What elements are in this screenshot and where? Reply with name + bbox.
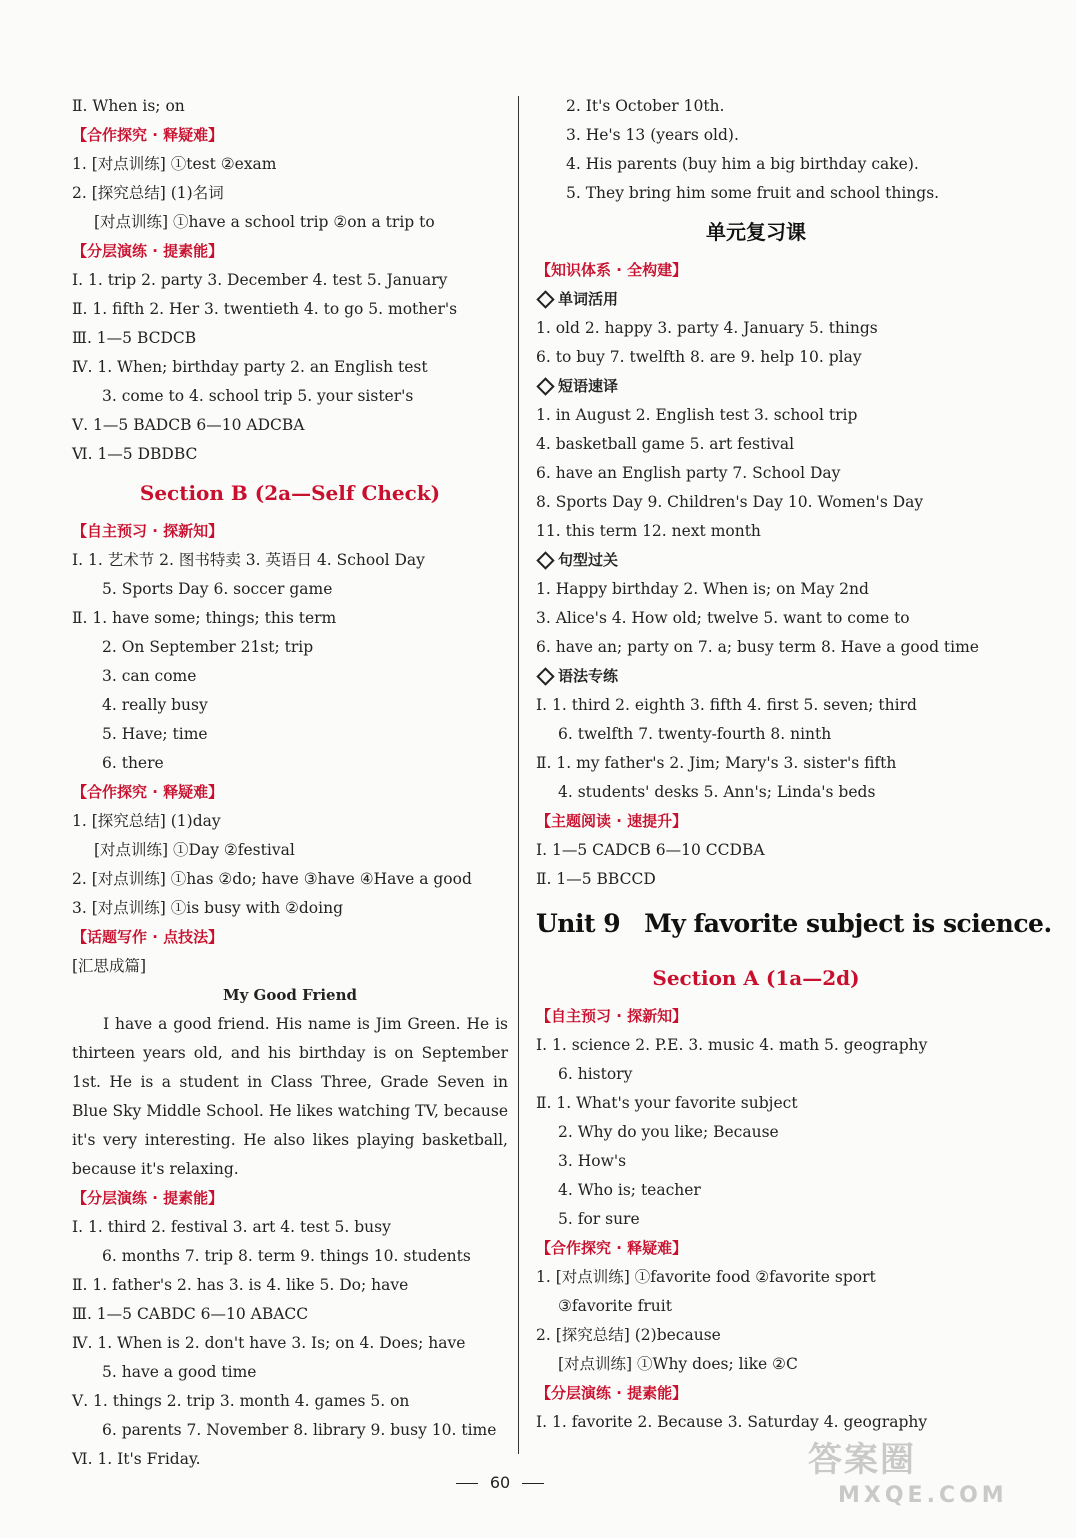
page-number: 60 [489,1473,511,1492]
unit-number: Unit 9 [536,909,621,938]
section-header: 【主题阅读 · 速提升】 [536,812,688,830]
answer-line: 3. [对点训练] ①is busy with ②doing [72,899,343,917]
review-title: 单元复习课 [706,220,806,244]
answer-line: Ⅰ. 1. 艺术节 2. 图书特卖 3. 英语日 4. School Day [72,551,425,569]
answer-line: 1. [探究总结] (1)day [72,812,221,830]
answer-line: ③favorite fruit [558,1297,672,1315]
answer-line: 4. really busy [102,696,208,714]
subsection-label [536,285,976,314]
answer-line: 6. have an English party 7. School Day [536,464,841,482]
answer-line: 6. history [558,1065,633,1083]
section-header: 【自主预习 · 探新知】 [536,1007,688,1025]
answer-line: 5. Have; time [102,725,208,743]
subsection-label [536,372,976,401]
answer-line: 3. can come [102,667,197,685]
diamond-icon [536,667,554,685]
answer-line: Ⅱ. When is; on [72,97,185,115]
section-header: 【分层演练 · 提素能】 [536,1384,688,1402]
answer-line: Ⅴ. 1—5 BADCB 6—10 ADCBA [72,416,305,434]
answer-line: 4. Who is; teacher [558,1181,701,1199]
watermark-en: MXQE.COM [838,1483,1008,1508]
answer-line: 3. How's [558,1152,627,1170]
section-title: Section A (1a—2d) [652,966,860,990]
answer-line: Ⅰ. 1—5 CADCB 6—10 CCDBA [536,841,765,859]
answer-line: 5. for sure [558,1210,640,1228]
answer-line: Ⅳ. 1. When; birthday party 2. an English test [72,358,428,376]
watermark-cn: 答案圈 [808,1440,916,1480]
footer-dash-left [456,1483,478,1484]
answer-line: 8. Sports Day 9. Children's Day 10. Women's Day [536,493,924,511]
unit-name: My favorite subject is science. [644,909,1052,938]
section-header: 【分层演练 · 提素能】 [72,242,224,260]
answer-line: 2. On September 21st; trip [102,638,314,656]
answer-line: Ⅱ. 1. father's 2. has 3. is 4. like 5. Do; have [72,1276,409,1294]
answer-line: Ⅱ. 1. What's your favorite subject [536,1094,798,1112]
answer-line: 3. He's 13 (years old). [566,126,739,144]
essay-paragraph: I have a good friend. His name is Jim Green. He is thirteen years old, and his birthday is on September 1st. He is a student in Class Three, Grade Seven in Blue Sky Middle School. He likes watching TV, because it's very interesting. He also likes playing basketball, because it's relaxing. [72,1015,508,1178]
answer-line: Ⅴ. 1. things 2. trip 3. month 4. games 5. on [72,1392,410,1410]
left-column [72,92,508,1474]
answer-line: 5. They bring him some fruit and school things. [566,184,940,202]
answer-line: 1. [对点训练] ①favorite food ②favorite sport [536,1268,876,1286]
answer-line: 2. Why do you like; Because [558,1123,779,1141]
answer-line: 1. in August 2. English test 3. school trip [536,406,858,424]
subsection-label [536,546,976,575]
answer-line: 2. [探究总结] (1)名词 [72,184,224,202]
answer-line: 6. there [102,754,164,772]
answer-line: 4. basketball game 5. art festival [536,435,795,453]
subsection-text: 单词活用 [558,290,619,308]
answer-line: 4. students' desks 5. Ann's; Linda's beds [558,783,876,801]
answer-line: Ⅲ. 1—5 BCDCB [72,329,197,347]
answer-line: Ⅲ. 1—5 CABDC 6—10 ABACC [72,1305,309,1323]
subsection-text: 语法专练 [558,667,619,685]
answer-line: [对点训练] ①Day ②festival [94,841,295,859]
column-divider [518,96,519,1454]
subsection-text: 句型过关 [558,551,619,569]
answer-line: 3. come to 4. school trip 5. your sister's [102,387,414,405]
answer-line: Ⅵ. 1—5 DBDBC [72,445,198,463]
essay-title: My Good Friend [223,986,357,1004]
section-header: 【话题写作 · 点技法】 [72,928,224,946]
answer-line: 1. Happy birthday 2. When is; on May 2nd [536,580,869,598]
section-header: 【知识体系 · 全构建】 [536,261,688,279]
answer-line: Ⅰ. 1. third 2. festival 3. art 4. test 5. busy [72,1218,391,1236]
diamond-icon [536,377,554,395]
section-header: 【合作探究 · 释疑难】 [72,783,224,801]
answer-line: [汇思成篇] [72,957,147,975]
right-column [536,92,1052,1437]
answer-line: 4. His parents (buy him a big birthday cake). [566,155,919,173]
answer-line: Ⅰ. 1. favorite 2. Because 3. Saturday 4. geography [536,1413,928,1431]
answer-line: 6. have an; party on 7. a; busy term 8. Have a good time [536,638,979,656]
answer-line: 2. [探究总结] (2)because [536,1326,721,1344]
answer-line: 11. this term 12. next month [536,522,761,540]
answer-line: 3. Alice's 4. How old; twelve 5. want to come to [536,609,910,627]
answer-line: Ⅱ. 1. fifth 2. Her 3. twentieth 4. to go 5. mother's [72,300,458,318]
answer-line: Ⅰ. 1. trip 2. party 3. December 4. test 5. January [72,271,448,289]
section-header: 【合作探究 · 释疑难】 [536,1239,688,1257]
answer-line: [对点训练] ①Why does; like ②C [558,1355,798,1373]
answer-line: Ⅰ. 1. science 2. P.E. 3. music 4. math 5. geography [536,1036,928,1054]
section-title: Section B (2a—Self Check) [139,481,441,505]
section-header: 【自主预习 · 探新知】 [72,522,224,540]
watermark [808,1438,1008,1530]
answer-line: Ⅳ. 1. When is 2. don't have 3. Is; on 4. Does; have [72,1334,466,1352]
footer-dash-right [522,1483,544,1484]
answer-line: Ⅱ. 1. my father's 2. Jim; Mary's 3. sister's fifth [536,754,897,772]
section-header: 【分层演练 · 提素能】 [72,1189,224,1207]
answer-line: 5. have a good time [102,1363,257,1381]
answer-line: 2. It's October 10th. [566,97,725,115]
subsection-text: 短语速译 [558,377,619,395]
answer-line: 1. old 2. happy 3. party 4. January 5. things [536,319,878,337]
answer-line: 2. [对点训练] ①has ②do; have ③have ④Have a good [72,870,472,888]
answer-line: Ⅱ. 1. have some; things; this term [72,609,337,627]
unit-title [536,894,1052,954]
answer-line: [对点训练] ①have a school trip ②on a trip to [94,213,435,231]
answer-line: 1. [对点训练] ①test ②exam [72,155,277,173]
diamond-icon [536,290,554,308]
subsection-label [536,662,976,691]
answer-line: 5. Sports Day 6. soccer game [102,580,333,598]
section-header: 【合作探究 · 释疑难】 [72,126,224,144]
answer-line: Ⅰ. 1. third 2. eighth 3. fifth 4. first 5. seven; third [536,696,917,714]
answer-line: 6. parents 7. November 8. library 9. busy 10. time [102,1421,497,1439]
answer-line: 6. months 7. trip 8. term 9. things 10. students [102,1247,471,1265]
answer-line: Ⅱ. 1—5 BBCCD [536,870,656,888]
answer-line: 6. to buy 7. twelfth 8. are 9. help 10. play [536,348,862,366]
answer-line: 6. twelfth 7. twenty-fourth 8. ninth [558,725,832,743]
answer-line: Ⅵ. 1. It's Friday. [72,1450,201,1468]
diamond-icon [536,551,554,569]
